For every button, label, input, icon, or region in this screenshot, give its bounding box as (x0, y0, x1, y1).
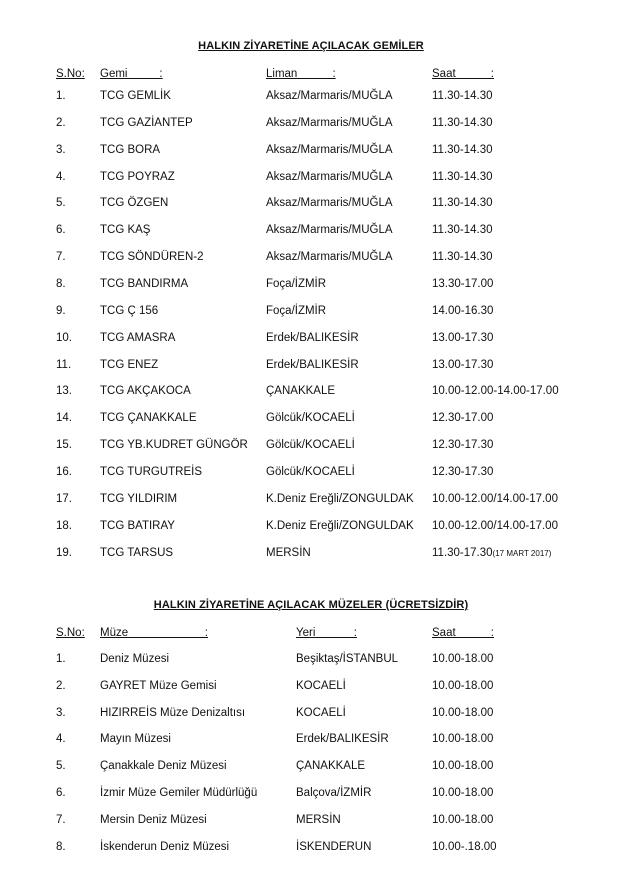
row-number: 10. (56, 331, 72, 344)
row-number: 6. (56, 224, 66, 237)
museums-title: HALKIN ZİYARETİNE AÇILACAK MÜZELER (ÜCRETSİZDİR) (153, 599, 469, 611)
table-row (0, 787, 622, 803)
port-name: K.Deniz Ereğli/ZONGULDAK (266, 519, 414, 532)
ship-name: TCG BORA (100, 143, 161, 156)
table-row (0, 841, 622, 857)
museum-name: HIZIRREİS Müze Denizaltısı (100, 706, 246, 719)
row-number: 9. (56, 304, 66, 317)
table-row (0, 520, 622, 536)
visit-time (432, 144, 493, 156)
row-number: 2. (56, 679, 66, 692)
visit-time (432, 171, 493, 183)
row-number: 13. (56, 385, 72, 398)
museum-name: İskenderun Deniz Müzesi (100, 840, 230, 853)
port-name: Aksaz/Marmaris/MUĞLA (266, 251, 393, 264)
ships-title: HALKIN ZİYARETİNE AÇILACAK GEMİLER (198, 40, 424, 52)
table-row (0, 332, 622, 348)
visit-time-value: 11.30-14.30 (432, 170, 493, 183)
port-name: Aksaz/Marmaris/MUĞLA (266, 90, 393, 102)
port-name: Aksaz/Marmaris/MUĞLA (266, 116, 393, 129)
row-number: 14. (56, 412, 72, 425)
table-row (0, 493, 622, 509)
museums-header-museum: Müze : (100, 627, 208, 639)
museum-place: İSKENDERUN (296, 840, 372, 853)
port-name: Gölcük/KOCAELİ (266, 412, 355, 425)
table-row (0, 171, 622, 187)
visit-time-value: 11.30-14.30 (432, 90, 493, 102)
table-row (0, 90, 622, 106)
visit-time: 10.00-18.00 (432, 787, 494, 799)
ship-name: TCG SÖNDÜREN-2 (100, 251, 204, 264)
row-number: 11. (56, 358, 72, 371)
table-row (0, 760, 622, 776)
visit-time (432, 305, 493, 317)
visit-time-value: 11.30-14.30 (432, 143, 493, 156)
visit-time: 10.00-18.00 (432, 679, 494, 692)
row-number: 1. (56, 90, 66, 102)
visit-time (432, 412, 493, 424)
visit-time-value: 10.00-12.00-14.00-17.00 (432, 385, 559, 398)
ships-header-no: S.No: (56, 68, 85, 80)
table-row (0, 224, 622, 240)
port-name: ÇANAKKALE (266, 385, 336, 398)
table-row (0, 466, 622, 482)
ship-name: TCG KAŞ (100, 224, 151, 237)
museum-name: GAYRET Müze Gemisi (100, 679, 217, 692)
museums-header-place: Yeri : (296, 627, 357, 639)
row-number: 8. (56, 278, 66, 290)
ship-name: TCG YILDIRIM (100, 492, 178, 505)
ship-name: TCG POYRAZ (100, 170, 175, 183)
visit-time (432, 332, 493, 344)
row-number: 6. (56, 787, 66, 799)
museum-place: Balçova/İZMİR (296, 787, 372, 799)
port-name: Erdek/BALIKESİR (266, 358, 359, 371)
row-number: 7. (56, 813, 66, 826)
row-number: 19. (56, 546, 72, 559)
ships-header-time: Saat : (432, 68, 494, 80)
table-row (0, 680, 622, 696)
table-row (0, 439, 622, 455)
visit-time-value: 11.30-14.30 (432, 197, 493, 210)
museum-name: Çanakkale Deniz Müzesi (100, 760, 227, 773)
museums-header-row (0, 627, 622, 643)
visit-time: 10.00-18.00 (432, 653, 494, 665)
ship-name: TCG TURGUTREİS (100, 465, 203, 478)
visit-time-value: 13.30-17.00 (432, 278, 494, 290)
table-row (0, 117, 622, 133)
museum-place: Erdek/BALIKESİR (296, 733, 389, 746)
museum-place: ÇANAKKALE (296, 760, 366, 773)
visit-time-value: 12.30-17.00 (432, 412, 494, 425)
visit-time (432, 493, 558, 505)
visit-time (432, 90, 493, 102)
table-row (0, 707, 622, 723)
port-name: Aksaz/Marmaris/MUĞLA (266, 224, 393, 237)
visit-time-value: 13.00-17.30 (432, 358, 494, 371)
visit-time-value: 11.30-17.30 (432, 546, 493, 559)
table-row (0, 305, 622, 321)
museum-name: Mayın Müzesi (100, 733, 171, 746)
visit-time: 10.00-18.00 (432, 706, 494, 719)
port-name: Aksaz/Marmaris/MUĞLA (266, 143, 393, 156)
visit-time: 10.00-18.00 (432, 813, 494, 826)
ship-name: TCG GAZİANTEP (100, 116, 193, 129)
visit-time-value: 12.30-17.30 (432, 439, 494, 452)
visit-time (432, 359, 493, 371)
port-name: MERSİN (266, 546, 311, 559)
ship-name: TCG TARSUS (100, 546, 174, 559)
visit-time (432, 197, 493, 209)
table-row (0, 814, 622, 830)
visit-time: 10.00-.18.00 (432, 840, 497, 853)
row-number: 3. (56, 706, 66, 719)
port-name: Gölcük/KOCAELİ (266, 439, 355, 452)
port-name: Foça/İZMİR (266, 304, 327, 317)
table-row (0, 733, 622, 749)
visit-time: 10.00-18.00 (432, 760, 494, 773)
row-number: 4. (56, 170, 66, 183)
ship-name: TCG AMASRA (100, 331, 176, 344)
museum-name: Mersin Deniz Müzesi (100, 813, 207, 826)
table-row (0, 385, 622, 401)
visit-time-value: 11.30-14.30 (432, 116, 493, 129)
visit-time (432, 385, 559, 397)
museum-name: İzmir Müze Gemiler Müdürlüğü (100, 787, 258, 799)
ship-name: TCG YB.KUDRET GÜNGÖR (100, 439, 248, 452)
museums-header-no: S.No: (56, 627, 85, 639)
row-number: 15. (56, 439, 72, 452)
ships-header-ship: Gemi : (100, 68, 163, 80)
visit-time-value: 11.30-14.30 (432, 224, 493, 237)
museums-header-time: Saat : (432, 627, 494, 639)
table-row (0, 144, 622, 160)
visit-time-value: 14.00-16.30 (432, 304, 494, 317)
table-row (0, 359, 622, 375)
table-row (0, 653, 622, 669)
museum-place: KOCAELİ (296, 679, 346, 692)
visit-time (432, 520, 558, 532)
port-name: Aksaz/Marmaris/MUĞLA (266, 197, 393, 210)
museum-name: Deniz Müzesi (100, 653, 170, 665)
visit-time-value: 10.00-12.00/14.00-17.00 (432, 519, 558, 532)
row-number: 7. (56, 251, 66, 264)
visit-time (432, 251, 493, 263)
row-number: 2. (56, 116, 66, 129)
table-row (0, 251, 622, 267)
ship-name: TCG ÖZGEN (100, 197, 169, 210)
museum-place: KOCAELİ (296, 706, 346, 719)
row-number: 4. (56, 733, 66, 746)
port-name: K.Deniz Ereğli/ZONGULDAK (266, 492, 414, 505)
ships-header-row (0, 68, 622, 84)
visit-date-note: (17 MART 2017) (492, 548, 552, 558)
port-name: Gölcük/KOCAELİ (266, 465, 355, 478)
ship-name: TCG BANDIRMA (100, 278, 189, 290)
row-number: 8. (56, 840, 66, 853)
museum-place: Beşiktaş/İSTANBUL (296, 653, 399, 665)
port-name: Aksaz/Marmaris/MUĞLA (266, 170, 393, 183)
table-row (0, 412, 622, 428)
ship-name: TCG ÇANAKKALE (100, 412, 197, 425)
visit-time-value: 13.00-17.30 (432, 331, 494, 344)
ship-name: TCG GEMLİK (100, 90, 171, 102)
visit-time-value: 12.30-17.30 (432, 465, 494, 478)
museum-place: MERSİN (296, 813, 341, 826)
port-name: Erdek/BALIKESİR (266, 331, 359, 344)
row-number: 18. (56, 519, 72, 532)
row-number: 17. (56, 492, 72, 505)
ship-name: TCG BATIRAY (100, 519, 175, 532)
visit-time-value: 11.30-14.30 (432, 251, 493, 264)
visit-time (432, 547, 551, 559)
visit-time-value: 10.00-12.00/14.00-17.00 (432, 492, 558, 505)
table-row (0, 197, 622, 213)
ship-name: TCG AKÇAKOCA (100, 385, 191, 398)
row-number: 16. (56, 465, 72, 478)
table-row (0, 547, 622, 563)
visit-time (432, 224, 493, 236)
visit-time (432, 278, 493, 290)
ship-name: TCG Ç 156 (100, 304, 159, 317)
ship-name: TCG ENEZ (100, 358, 159, 371)
visit-time (432, 439, 493, 451)
visit-time (432, 466, 493, 478)
visit-time: 10.00-18.00 (432, 733, 494, 746)
visit-time (432, 117, 493, 129)
row-number: 3. (56, 143, 66, 156)
row-number: 5. (56, 760, 66, 773)
row-number: 5. (56, 197, 66, 210)
row-number: 1. (56, 653, 66, 665)
table-row (0, 278, 622, 294)
port-name: Foça/İZMİR (266, 278, 327, 290)
ships-header-port: Liman : (266, 68, 336, 80)
